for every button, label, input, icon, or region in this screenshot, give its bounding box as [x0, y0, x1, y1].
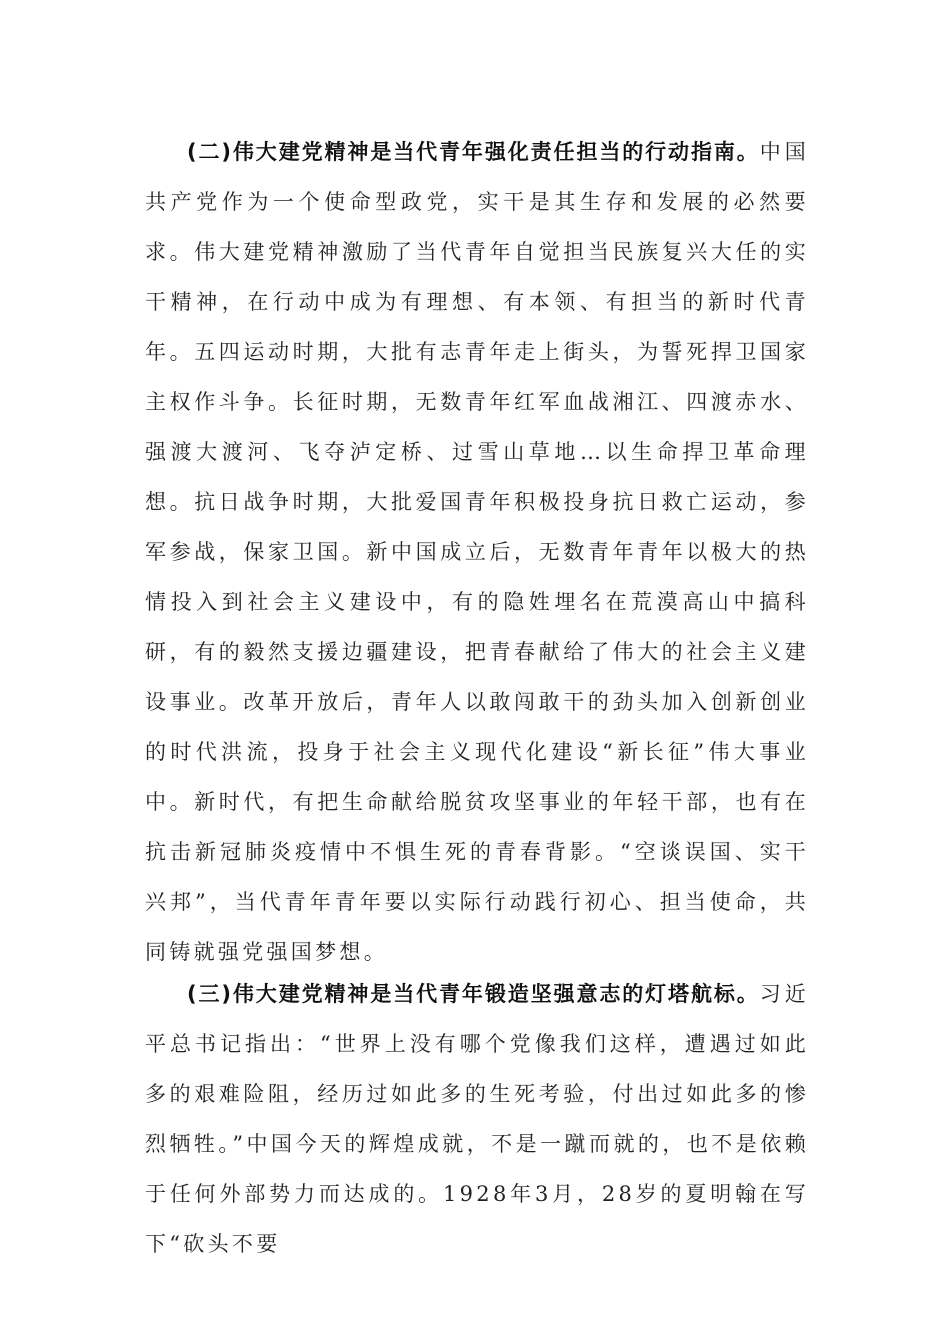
section-3-paragraph	[145, 969, 809, 1269]
section-2-heading: (二)伟大建党精神是当代青年强化责任担当的行动指南。	[187, 140, 760, 164]
section-2-body: 中国共产党作为一个使命型政党，实干是其生存和发展的必然要求。伟大建党精神激励了当代青年自觉担当民族复兴大任的实干精神，在行动中成为有理想、有本领、有担当的新时代青年。五四运动时期，大批有志青年走上街头，为誓死捍卫国家主权作斗争。长征时期，无数青年红军血战湘江、四渡赤水、强渡大渡河、飞夺泸定桥、过雪山草地…以生命捍卫革命理想。抗日战争时期，大批爱国青年积极投身抗日救亡运动，参军参战，保家卫国。新中国成立后，无数青年青年以极大的热情投入到社会主义建设中，有的隐姓埋名在荒漠高山中搞科研，有的毅然支援边疆建设，把青春献给了伟大的社会主义建设事业。改革开放后，青年人以敢闯敢干的劲头加入创新创业的时代洪流，投身于社会主义现代化建设“新长征”伟大事业中。新时代，有把生命献给脱贫攻坚事业的年轻干部，也有在抗击新冠肺炎疫情中不惧生死的青春背影。“空谈误国、实干兴邦”，当代青年青年要以实际行动践行初心、担当使命，共同铸就强党强国梦想。	[145, 140, 809, 964]
section-3-body: 习近平总书记指出：“世界上没有哪个党像我们这样，遭遇过如此多的艰难险阻，经历过如此多的生死考验，付出过如此多的惨烈牺牲。”中国今天的辉煌成就，不是一蹴而就的，也不是依赖于任何外部势力而达成的。1928年3月，28岁的夏明翰在写下“砍头不要	[145, 982, 809, 1256]
section-2-paragraph	[145, 127, 809, 977]
section-3-heading: (三)伟大建党精神是当代青年锻造坚强意志的灯塔航标。	[187, 982, 760, 1006]
